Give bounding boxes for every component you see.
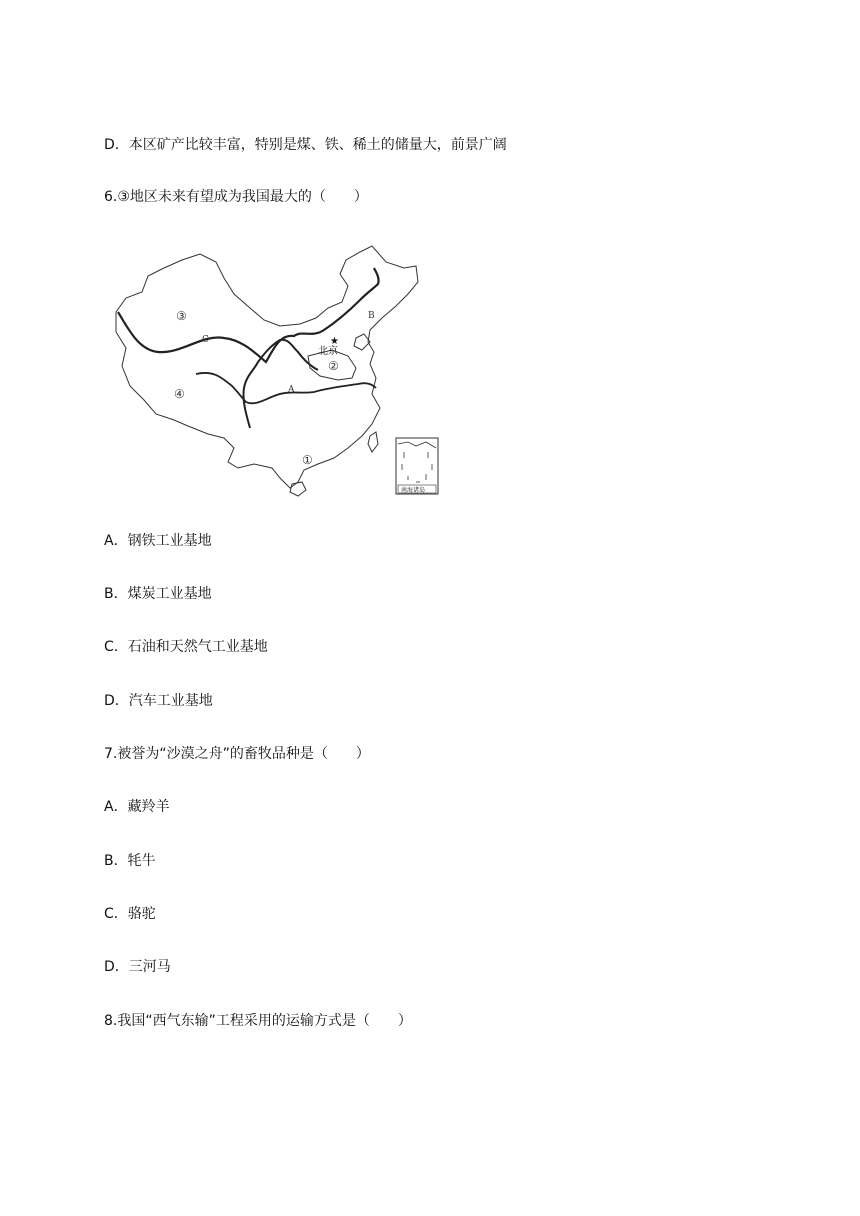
beijing-label: 北京 <box>318 346 338 357</box>
option-d-q7: D．三河马 <box>104 959 171 975</box>
inset-dashes <box>402 452 432 482</box>
question-6: 6.③地区未来有望成为我国最大的（ ） <box>104 189 368 205</box>
region-label-1: ① <box>302 453 313 467</box>
region-label-3: ③ <box>176 309 187 323</box>
china-map-figure <box>104 238 444 500</box>
inset-label: 南海诸岛 <box>401 487 426 494</box>
line-label-c: C <box>202 335 209 345</box>
beijing-star-icon: ★ <box>330 336 339 347</box>
line-label-a: A <box>288 385 295 395</box>
boundary-line-c <box>118 268 379 362</box>
line-label-b: B <box>368 311 375 321</box>
hainan-island <box>290 482 306 496</box>
region-label-4: ④ <box>174 387 185 401</box>
option-b-q6: B．煤炭工业基地 <box>104 586 212 602</box>
taiwan-island <box>368 432 378 452</box>
region-label-2: ② <box>328 359 339 373</box>
question-8: 8.我国“西气东输”工程采用的运输方式是（ ） <box>104 1013 412 1029</box>
option-a-q6: A．钢铁工业基地 <box>104 533 212 549</box>
question-7: 7.被誉为“沙漠之舟”的畜牧品种是（ ） <box>104 746 370 762</box>
option-d-q6: D．汽车工业基地 <box>104 693 213 709</box>
inset-coast <box>398 442 436 448</box>
option-c-q7: C．骆驼 <box>104 906 156 922</box>
option-a-q7: A．藏羚羊 <box>104 799 170 815</box>
option-b-q7: B．牦牛 <box>104 853 156 869</box>
option-d-q5: D．本区矿产比较丰富，特别是煤、铁、稀土的储量大，前景广阔 <box>104 137 507 153</box>
option-c-q6: C．石油和天然气工业基地 <box>104 639 268 655</box>
boundary-line-a <box>196 373 376 403</box>
